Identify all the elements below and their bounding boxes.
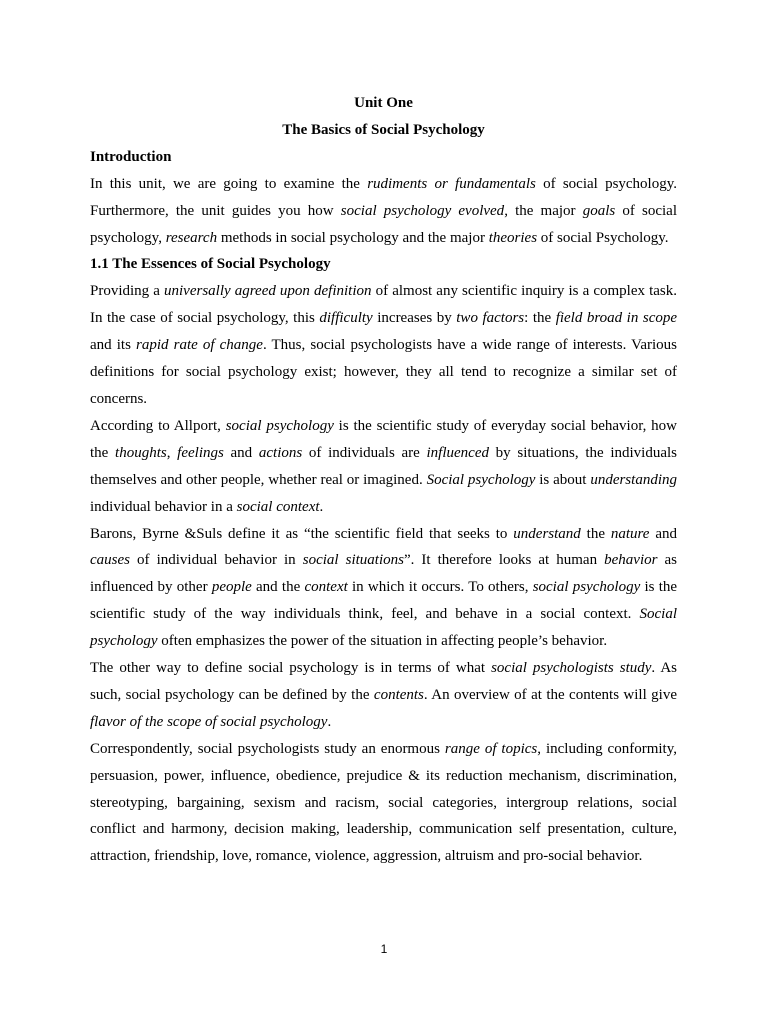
contents-paragraph: [90, 655, 677, 736]
section-heading: 1.1 The Essences of Social Psychology: [90, 256, 331, 273]
document-page: [90, 90, 677, 870]
italic-run: social context: [236, 498, 320, 515]
italic-run: causes: [90, 552, 130, 569]
italic-run: Social psychology: [426, 471, 536, 488]
italic-run: rudiments or fundamentals: [367, 175, 536, 192]
italic-run: social psychology evolved: [340, 202, 505, 219]
text-run: methods in social psychology and the major: [217, 229, 489, 246]
text-run: in which it occurs. To others,: [347, 579, 533, 596]
text-run: In this unit, we are going to examine the: [90, 175, 368, 192]
text-run: The other way to define social psychology is in terms of what: [90, 660, 492, 677]
text-run: and the: [251, 579, 305, 596]
page-number: 1: [380, 942, 388, 956]
text-run: . Thus, social psychologists have a wide range of interests. Various definitions for social psychology exist; however, they all tend to recognize a similar set of concerns.: [90, 337, 677, 407]
text-run: of social psychology. Furthermore, the unit guides you how: [90, 175, 678, 219]
italic-run: contents: [373, 686, 424, 703]
text-run: is the scientific study of the way individuals think, feel, and behave in a social context.: [90, 579, 678, 623]
text-run: .: [319, 498, 324, 515]
intro-heading: Introduction: [90, 148, 172, 165]
italic-run: universally agreed upon definition: [164, 283, 372, 300]
italic-run: understanding: [590, 471, 677, 488]
text-run: and: [649, 525, 677, 542]
italic-run: context: [304, 579, 348, 596]
text-run: is the scientific study of everyday social behavior, how the: [90, 417, 678, 461]
italic-run: theories: [488, 229, 538, 246]
italic-run: flavor of the scope of social psychology: [90, 713, 328, 730]
italic-run: feelings: [177, 444, 224, 461]
italic-run: goals: [582, 202, 616, 219]
italic-run: rapid rate of change: [136, 337, 263, 354]
text-run: individual behavior in a: [90, 498, 237, 515]
text-run: and: [223, 444, 259, 461]
italic-run: social psychologists study: [491, 660, 652, 677]
text-run: of social psychology,: [90, 202, 677, 246]
text-run: ,: [166, 444, 178, 461]
text-run: According to Allport,: [90, 417, 226, 434]
text-run: . As such, social psychology can be defined by the: [90, 660, 677, 703]
italic-run: research: [165, 229, 218, 246]
italic-run: behavior: [604, 552, 658, 569]
text-run: ”. It therefore looks at human: [403, 552, 605, 569]
italic-run: influenced: [426, 444, 489, 461]
italic-run: range of topics: [444, 740, 538, 757]
topics-paragraph: [90, 736, 677, 871]
text-run: of individuals are: [302, 444, 427, 461]
italic-run: nature: [610, 525, 650, 542]
text-run: Barons, Byrne &Suls define it as “the scientific field that seeks to: [90, 525, 514, 542]
text-run: of almost any scientific inquiry is a complex task. In the case of social psychology, this: [90, 283, 677, 327]
italic-run: difficulty: [319, 310, 373, 327]
text-run: . An overview of at the contents will give: [423, 686, 677, 703]
italic-run: thoughts: [115, 444, 167, 461]
text-run: of social Psychology.: [537, 229, 669, 246]
text-run: Providing a: [90, 283, 165, 300]
italic-run: Social psychology: [90, 606, 677, 650]
text-run: , the major: [504, 202, 583, 219]
italic-run: social situations: [302, 552, 404, 569]
text-run: of individual behavior in: [130, 552, 303, 569]
italic-run: field broad in scope: [555, 310, 678, 327]
intro-paragraph: [90, 171, 677, 252]
text-run: , including conformity, persuasion, power, influence, obedience, prejudice & its reduction mechanism, discrimination, stereotyping, bargaining, sexism and racism, social categories, intergroup relations, social conflict and harmony, decision making, leadership, communication self presentation, culture, attraction, friendship, love, romance, violence, aggression, altruism and pro-social behavior.: [90, 740, 677, 865]
definition-paragraph: [90, 278, 677, 413]
allport-paragraph: [90, 413, 677, 521]
text-run: increases by: [372, 310, 457, 327]
text-run: the: [580, 525, 611, 542]
text-run: as influenced by other: [90, 552, 677, 596]
italic-run: understand: [513, 525, 581, 542]
italic-run: social psychology: [532, 579, 641, 596]
italic-run: actions: [258, 444, 303, 461]
unit-title: Unit One: [354, 95, 413, 111]
text-run: is about: [535, 471, 591, 488]
text-run: .: [327, 713, 332, 730]
barons-paragraph: [90, 521, 677, 656]
text-run: often emphasizes the power of the situation in affecting people’s behavior.: [157, 633, 608, 650]
unit-subtitle: The Basics of Social Psychology: [282, 121, 485, 138]
text-run: : the: [524, 310, 556, 327]
italic-run: two factors: [456, 310, 525, 327]
text-run: Correspondently, social psychologists study an enormous: [90, 740, 445, 757]
text-run: by situations, the individuals themselves and other people, whether real or imagined.: [90, 444, 678, 488]
italic-run: social psychology: [225, 417, 334, 434]
italic-run: people: [211, 579, 252, 596]
text-run: and its: [90, 337, 137, 354]
